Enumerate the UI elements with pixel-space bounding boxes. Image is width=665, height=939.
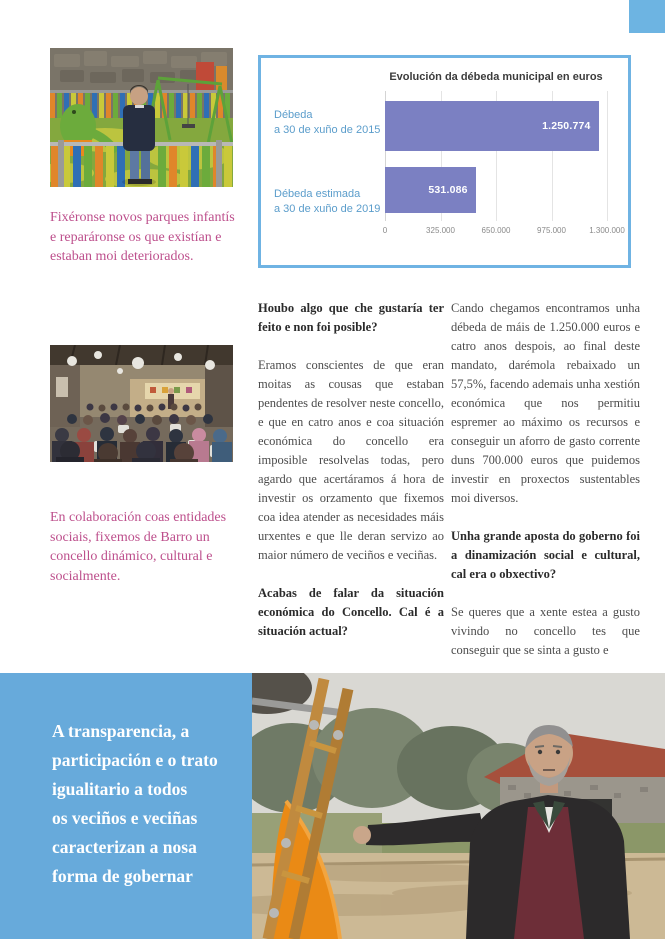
page-corner-marker: [629, 0, 665, 33]
meeting-photo-art: [50, 345, 233, 462]
x-tick: 0: [382, 226, 388, 235]
x-tick: 650.000: [481, 226, 511, 235]
quote-panel: [0, 673, 252, 939]
quote-line: forma de gobernar: [52, 866, 193, 886]
question-heading: Unha grande aposta do goberno foi a dinamización social e cultural, cal era o obxectivo?: [451, 529, 640, 581]
x-tick: 325.000: [426, 226, 455, 235]
caption-parks: Fixéronse novos parques infantís e reparáronse os que existían e estaban moi deteriorados.: [50, 210, 235, 264]
debt-chart: [258, 55, 631, 268]
quote-line: participación e o trato: [52, 750, 218, 770]
article-right-column: [451, 299, 640, 679]
bar-debt-2015: [385, 101, 599, 151]
playground-photo-art: [50, 48, 233, 187]
caption-social: En colaboración coas entidades sociais, fixemos de Barro un concello dinámico, cultural e socialmente.: [50, 510, 227, 584]
quote-line: igualitario a todos: [52, 779, 188, 799]
answer-paragraph: Eramos conscientes de que eran moitas as cousas que estaban pendentes de resolver neste concello, e que en catro anos e coa situación económica do concello era imposible resolvelas todas, pero agardo que acertáramos á hora de investir os orzamento que fixemos coa idea atender as necesidades máis urxentes e que lle deran servizo ao maior número de veciños e veciñas.: [258, 358, 444, 562]
quote-line: A transparencia, a: [52, 721, 190, 741]
answer-paragraph: Se queres que a xente estea a gusto vivindo no concello tes que conseguir que se sinta a gusto e: [451, 605, 640, 657]
article-left-column: [258, 299, 444, 660]
mayor-portrait-art: [252, 673, 665, 939]
chart-title: Evolución da débeda municipal en euros: [389, 71, 603, 83]
bottom-band: [0, 673, 665, 939]
chart-ylabel-2015: Débeda a 30 de xuño de 2015: [274, 109, 381, 136]
quote-line: caracterizan a nosa: [52, 837, 197, 857]
bar-debt-2019: [385, 167, 476, 213]
gridline: [607, 91, 608, 221]
pull-quote: [52, 717, 252, 891]
mayor-portrait-photo: [252, 673, 665, 939]
x-tick: 1.300.000: [589, 226, 625, 235]
chart-x-axis: [382, 226, 625, 238]
answer-paragraph: Cando chegamos encontramos unha débeda de máis de 1.250.000 euros e catro anos despois, ao final deste mandato, darémola rebaixado un 57,5%, facendo ademais unha xestión económica que nos permitiu espremer ao máximo os recursos e conseguir un aforro de gasto corrente duns 700.000 euros que puidemos investir en proxectos sustentables moi diversos.: [451, 301, 640, 505]
question-heading: Acabas de falar da situación económica do Concello. Cal é a situación actual?: [258, 586, 444, 638]
chart-plot-area: [385, 91, 607, 221]
bar-value-label: 531.086: [428, 184, 468, 196]
x-tick: 975.000: [537, 226, 566, 235]
chart-ylabel-2019: Débeda estimada a 30 de xuño de 2019: [274, 188, 381, 215]
bar-value-label: 1.250.774: [542, 120, 591, 132]
playground-photo: [50, 48, 233, 187]
meeting-photo: [50, 345, 233, 462]
question-heading: Houbo algo que che gustaría ter feito e non foi posible?: [258, 301, 444, 334]
quote-line: os veciños e veciñas: [52, 808, 198, 828]
